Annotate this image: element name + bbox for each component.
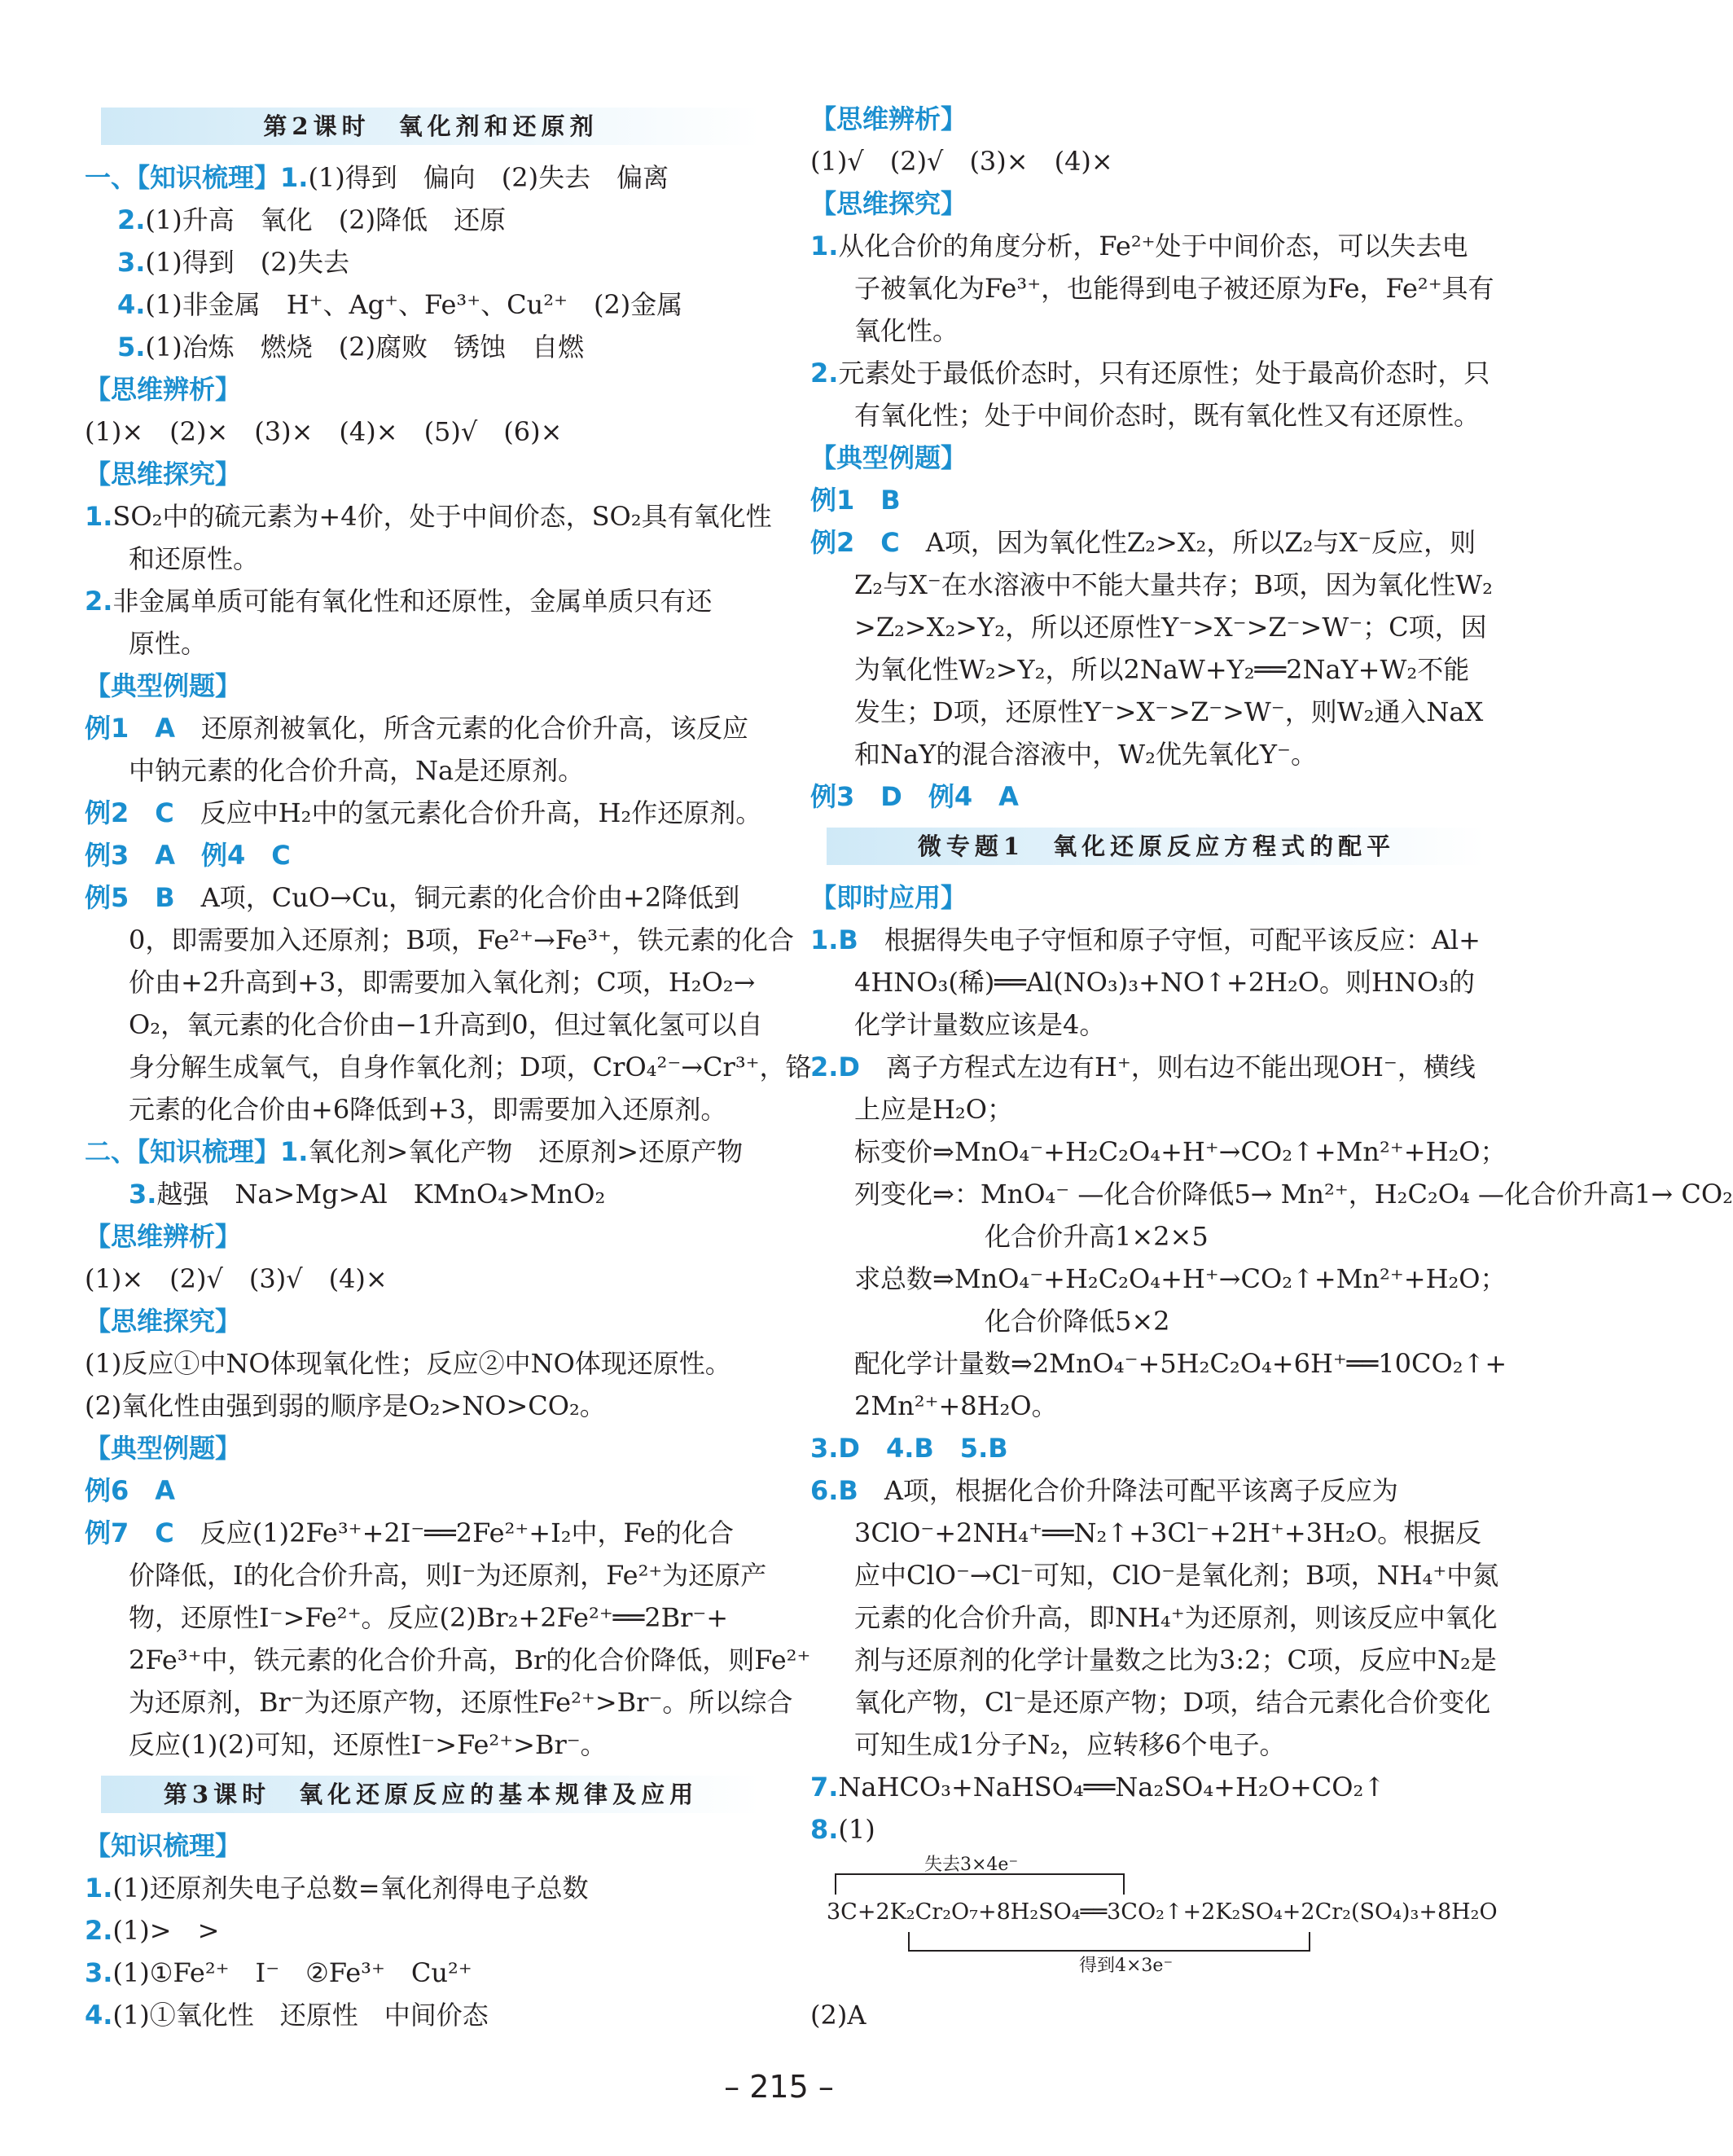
text-line [85,1952,761,1994]
text-line [85,1554,767,1596]
line-text: 物，还原性I⁻>Fe²⁺。反应(2)Br₂+2Fe²⁺══2Br⁻+ [129,1602,729,1633]
text-line [85,1258,761,1300]
text-line [85,1681,793,1723]
line-text: O₂，氧元素的化合价由−1升高到0，但过氧化氢可以自 [129,1009,763,1040]
item-number: 1. [280,1136,309,1167]
item-number: 3. [129,1179,157,1210]
text-line [810,1596,1498,1639]
item-number: 8. [810,1814,839,1845]
item-number: 6.B [810,1475,858,1506]
text-line [810,1046,1486,1088]
text-line [810,1723,1486,1766]
line-text: 应中ClO⁻→Cl⁻可知，ClO⁻是氧化剂；B项，NH₄⁺中氮 [854,1560,1499,1591]
text-line [85,1909,761,1952]
item-number: 例3 D 例4 A [810,781,1019,812]
text-line [810,352,1490,394]
item-number: 2. [810,358,839,389]
text-line [810,919,1486,961]
text-line [85,1639,811,1681]
item-number: 5. [117,332,146,362]
section-tag: 【思维辨析】 [810,103,967,134]
line-text: 剂与还原剂的化学计量数之比为3:2；C项，反应中N₂是 [854,1644,1497,1675]
text-line [810,521,1486,564]
line-text: A项，因为氧化性Z₂>X₂，所以Z₂与X⁻反应，则 [899,527,1476,558]
text-line [810,564,1493,606]
text-line [85,1469,761,1512]
line-text: 标变价⇒MnO₄⁻+H₂C₂O₄+H⁺→CO₂↑+Mn²⁺+H₂O； [854,1136,1507,1167]
line-text: 列变化⇒：MnO₄⁻ —化合价降低5→ Mn²⁺，H₂C₂O₄ —化合价升高1→ CO₂ [854,1179,1733,1210]
line-text: 身分解生成氧气，自身作氧化剂；D项，CrO₄²⁻→Cr³⁺，铬 [129,1052,812,1082]
text-line [810,394,1486,437]
text-line [810,1342,1507,1385]
text-line [85,1003,761,1046]
section-tag: 【知识梳理】 [85,1830,242,1861]
text-line [810,140,1486,182]
text-line [85,1867,761,1909]
gain-bracket [908,1932,1310,1952]
text-line [85,411,761,453]
text-line [85,1300,761,1342]
section-tag: 【典型例题】 [85,670,242,701]
item-number: 3.D 4.B 5.B [810,1433,1008,1464]
section-tag: 【思维探究】 [85,459,242,490]
line-text: 发生；D项，还原性Y⁻>X⁻>Z⁻>W⁻，则W₂通入NaX [854,696,1484,727]
text-line [85,156,761,199]
line-text: 化合价降低5×2 [854,1306,1170,1337]
line-text: 和NaY的混合溶液中，W₂优先氧化Y⁻。 [854,739,1317,770]
text-line [810,961,1486,1003]
section-tag: 【即时应用】 [810,882,967,913]
line-text: 2Fe³⁺中，铁元素的化合价升高，Br的化合价降低，则Fe²⁺ [129,1644,811,1675]
right-column [810,98,1733,2036]
text-line [85,622,761,665]
text-line [810,1173,1733,1215]
text-line [85,199,761,241]
text-line [85,1512,761,1554]
line-text: (1)反应①中NO体现氧化性；反应②中NO体现还原性。 [85,1348,731,1379]
line-text: 2Mn²⁺+8H₂O。 [854,1390,1058,1421]
text-line [810,479,1486,521]
text-line [810,1469,1486,1512]
line-text: 价由+2升高到+3，即需要加入氧化剂；C项，H₂O₂→ [129,967,756,998]
line-text: 为还原剂，Br⁻为还原产物，还原性Fe²⁺>Br⁻。所以综合 [129,1687,793,1718]
line-text: 和还原性。 [129,543,260,574]
text-line [810,1681,1491,1723]
gained-electrons-label: 得到4×3e⁻ [1079,1956,1174,1976]
line-text: 价降低，I的化合价升高，则I⁻为还原剂，Fe²⁺为还原产 [129,1560,767,1591]
text-line [85,1131,761,1173]
text-line [85,665,761,707]
line-text: (1)× (2)√ (3)√ (4)× [85,1263,388,1294]
text-line [85,1596,761,1639]
line-text: 配化学计量数⇒2MnO₄⁻+5H₂C₂O₄+6H⁺══10CO₂↑+ [854,1348,1507,1379]
item-number: 1. [85,501,113,532]
text-line [810,98,1486,140]
item-number: 1. [85,1873,113,1904]
text-line [85,792,761,834]
text-line [810,606,1486,648]
text-line [810,310,1486,352]
text-line [85,1046,812,1088]
line-text: (1)冶炼 燃烧 (2)腐败 锈蚀 自燃 [145,332,585,362]
item-number: 3. [85,1957,113,1988]
line-text: (1)还原剂失电子总数=氧化剂得电子总数 [112,1873,589,1904]
item-number: 1. [810,231,839,261]
text-line [85,834,761,876]
text-line [85,1385,761,1427]
lesson-heading: 第3课时 氧化还原反应的基本规律及应用 [101,1776,761,1813]
item-number: 2.D [810,1052,860,1082]
text-line [85,241,761,283]
lost-electrons-label: 失去3×4e⁻ [924,1855,1019,1875]
text-line [810,1385,1486,1427]
line-text: (1)非金属 H⁺、Ag⁺、Fe³⁺、Cu²⁺ (2)金属 [145,289,683,320]
line-text: (1)× (2)× (3)× (4)× (5)√ (6)× [85,416,563,447]
item-number: 例1 B [810,485,901,516]
text-line [85,1994,761,2036]
item-number: 2. [117,204,146,235]
text-line [810,1088,1486,1131]
line-text: 元素的化合价升高，即NH₄⁺为还原剂，则该反应中氧化 [854,1602,1498,1633]
item-number: 4. [117,289,146,320]
lesson-heading: 微专题1 氧化还原反应方程式的配平 [827,828,1486,865]
line-text: 越强 Na>Mg>Al KMnO₄>MnO₂ [156,1179,606,1210]
text-line [810,1131,1507,1173]
left-column [85,98,812,2036]
line-text: 求总数⇒MnO₄⁻+H₂C₂O₄+H⁺→CO₂↑+Mn²⁺+H₂O； [854,1263,1507,1294]
text-line [810,267,1494,310]
lesson-heading: 第2课时 氧化剂和还原剂 [101,108,761,145]
answer-8-2: (2)A [810,2000,866,2031]
line-text: Z₂与X⁻在水溶液中不能大量共存；B项，因为氧化性W₂ [854,569,1493,600]
section-tag: 【典型例题】 [85,1433,242,1464]
item-number: 例2 C [810,527,900,558]
line-text: (1) [838,1814,875,1845]
text-line [810,733,1486,775]
section-tag: 【思维辨析】 [85,374,242,405]
text-line [810,1512,1486,1554]
text-line [85,368,761,411]
text-line [85,326,761,368]
text-line [85,495,772,538]
line-text: 非金属单质可能有氧化性和还原性，金属单质只有还 [112,586,713,617]
text-line [85,919,794,961]
text-line [810,691,1486,733]
section-tag: 【思维探究】 [810,188,967,219]
line-text: (1)升高 氧化 (2)降低 还原 [145,204,507,235]
electron-transfer-equation [810,1851,1498,1976]
line-text: 4HNO₃(稀)══Al(NO₃)₃+NO↑+2H₂O。则HNO₃的 [854,967,1476,998]
item-number: 1.B [810,924,858,955]
line-text: 氧化性。 [854,315,959,346]
text-line [810,1808,1486,1851]
text-line [85,283,761,326]
text-line [810,182,1486,225]
line-text: A项，CuO→Cu，铜元素的化合价由+2降低到 [174,882,740,913]
text-line [85,749,761,792]
line-text: 子被氧化为Fe³⁺，也能得到电子被还原为Fe，Fe²⁺具有 [854,273,1494,304]
line-text: (1)得到 偏向 (2)失去 偏离 [308,162,669,193]
text-line [810,437,1486,479]
text-line [810,1427,1486,1469]
item-number: 例1 A [85,713,176,744]
text-line [810,1639,1497,1681]
line-text: 可知生成1分子N₂，应转移6个电子。 [854,1729,1286,1760]
text-line [810,1215,1486,1258]
line-text: 反应(1)2Fe³⁺+2I⁻══2Fe²⁺+I₂中，Fe的化合 [173,1517,734,1548]
item-number: 例3 A 例4 C [85,840,291,871]
line-text: 原性。 [129,628,208,659]
line-text: SO₂中的硫元素为+4价，处于中间价态，SO₂具有氧化性 [112,501,772,532]
text-line [85,1173,761,1215]
line-text: 从化合价的角度分析，Fe²⁺处于中间价态，可以失去电 [838,231,1468,261]
text-line [85,1427,761,1469]
line-text: 氧化剂>氧化产物 还原剂>还原产物 [308,1136,744,1167]
line-text: NaHCO₃+NaHSO₄══Na₂SO₄+H₂O+CO₂↑ [838,1772,1386,1803]
section-tag: 【思维辨析】 [85,1221,242,1252]
line-text: 元素的化合价由+6降低到+3，即需要加入还原剂。 [129,1094,727,1125]
item-number: 2. [85,1915,113,1946]
text-line [810,1300,1486,1342]
section-tag: 【思维探究】 [85,1306,242,1337]
text-line [85,1723,761,1766]
page-number: – 215 – [724,2069,834,2105]
line-text: 离子方程式左边有H⁺，则右边不能出现OH⁻，横线 [859,1052,1476,1082]
item-number: 例6 A [85,1475,176,1506]
line-text: 0，即需要加入还原剂；B项，Fe²⁺→Fe³⁺，铁元素的化合 [129,924,794,955]
line-text: A项，根据化合价升降法可配平该离子反应为 [858,1475,1398,1506]
line-text: (1)√ (2)√ (3)× (4)× [810,146,1113,177]
text-line [810,876,1486,919]
section-tag: 一、【知识梳理】 [85,162,281,193]
line-text: 氧化产物，Cl⁻是还原产物；D项，结合元素化合价变化 [854,1687,1491,1718]
text-line [810,1003,1486,1046]
line-text: (1)①氧化性 还原性 中间价态 [112,2000,489,2031]
text-line [810,1554,1499,1596]
section-tag: 二、【知识梳理】 [85,1136,281,1167]
text-line [85,453,761,495]
text-line [85,1824,761,1867]
line-text: 有氧化性；处于中间价态时，既有氧化性又有还原性。 [854,400,1481,431]
text-line [85,538,761,580]
text-line [85,1088,761,1131]
text-line [810,1258,1507,1300]
item-number: 例7 C [85,1517,174,1548]
line-text: 中钠元素的化合价升高，Na是还原剂。 [129,755,585,786]
text-line [810,775,1486,818]
text-line [85,580,761,622]
text-line [810,225,1486,267]
line-text: (1)> > [112,1915,220,1946]
text-line [810,648,1486,691]
line-text: 根据得失电子守恒和原子守恒，可配平该反应：Al+ [858,924,1481,955]
item-number: 7. [810,1772,839,1803]
line-text: 元素处于最低价态时，只有还原性；处于最高价态时，只 [838,358,1490,389]
lost-bracket [835,1873,1125,1895]
text-line [810,1766,1486,1808]
line-text: 反应(1)(2)可知，还原性I⁻>Fe²⁺>Br⁻。 [129,1729,607,1760]
line-text: 上应是H₂O； [854,1094,1013,1125]
text-line [85,876,761,919]
line-text: 化合价升高1×2×5 [854,1221,1209,1252]
line-text: (1)①Fe²⁺ I⁻ ②Fe³⁺ Cu²⁺ [112,1957,472,1988]
line-text: 化学计量数应该是4。 [854,1009,1106,1040]
line-text: 为氧化性W₂>Y₂，所以2NaW+Y₂══2NaY+W₂不能 [854,654,1470,685]
item-number: 2. [85,586,113,617]
line-text: (2)氧化性由强到弱的顺序是O₂>NO>CO₂。 [85,1390,606,1421]
item-number: 4. [85,2000,113,2031]
text-line [85,707,761,749]
line-text: 反应中H₂中的氢元素化合价升高，H₂作还原剂。 [173,797,762,828]
item-number: 例2 C [85,797,174,828]
line-text: 3ClO⁻+2NH₄⁺══N₂↑+3Cl⁻+2H⁺+3H₂O。根据反 [854,1517,1482,1548]
text-line [85,1215,761,1258]
item-number: 3. [117,247,146,278]
item-number: 1. [280,162,309,193]
line-text: 还原剂被氧化，所含元素的化合价升高，该反应 [175,713,749,744]
text-line [85,961,761,1003]
section-tag: 【典型例题】 [810,442,967,473]
item-number: 例5 B [85,882,175,913]
equation-8: 3C+2K₂Cr₂O₇+8H₂SO₄══3CO₂↑+2K₂SO₄+2Cr₂(SO₄)₃+8H₂O [827,1899,1498,1925]
text-line [85,1342,761,1385]
line-text: >Z₂>X₂>Y₂，所以还原性Y⁻>X⁻>Z⁻>W⁻；C项，因 [854,612,1487,643]
line-text: (1)得到 (2)失去 [145,247,350,278]
